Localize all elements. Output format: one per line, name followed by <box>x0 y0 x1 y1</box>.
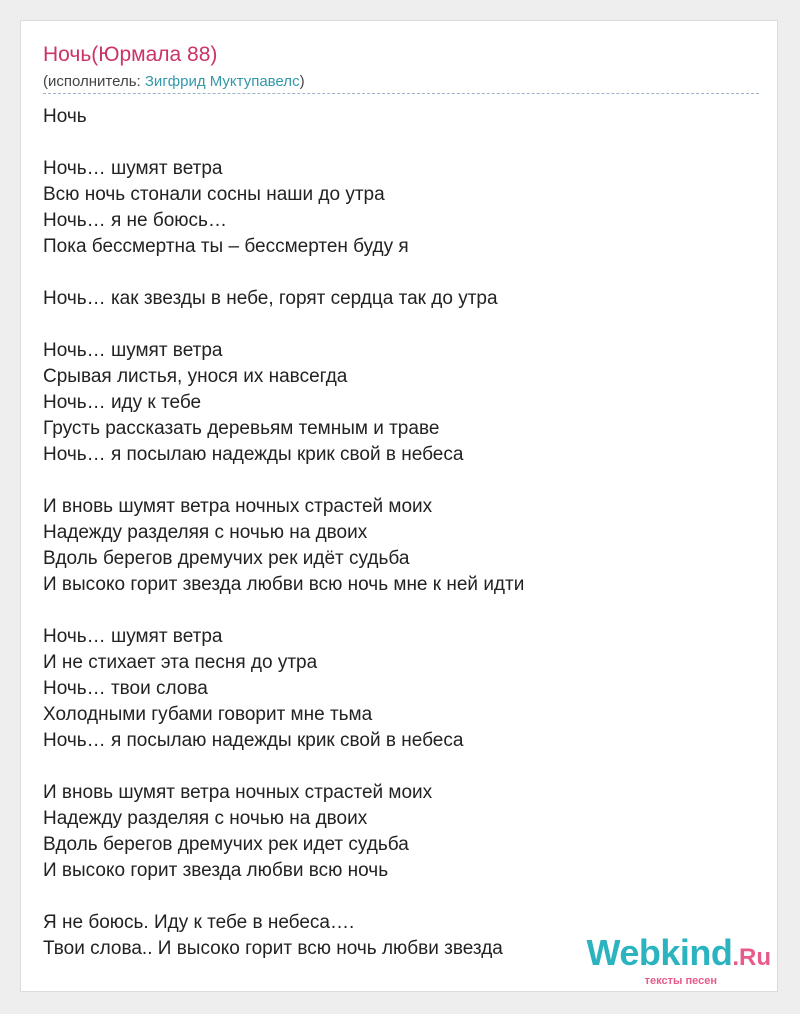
lyric-line: Вдоль берегов дремучих рек идёт судьба <box>43 548 410 569</box>
lyric-line: И высоко горит звезда любви всю ночь <box>43 860 389 881</box>
title-divider <box>43 93 759 94</box>
lyric-line: Ночь… я посылаю надежды крик свой в небеса <box>43 444 464 465</box>
lyric-line: Надежду разделяя с ночью на двоих <box>43 522 368 543</box>
lyric-line: Ночь… я не боюсь… <box>43 210 227 231</box>
lyric-line: Ночь… шумят ветра <box>43 340 223 361</box>
lyric-line: Всю ночь стонали сосны наши до утра <box>43 184 385 205</box>
stanza-gap <box>43 468 524 494</box>
webkind-logo <box>586 932 771 987</box>
lyric-line: Ночь… шумят ветра <box>43 158 223 179</box>
lyric-line: Ночь <box>43 106 87 127</box>
stanza-gap <box>43 754 524 780</box>
lyric-line: Грусть рассказать деревьям темным и траве <box>43 418 440 439</box>
logo-tld: .Ru <box>732 944 771 971</box>
lyric-line: Ночь… шумят ветра <box>43 626 223 647</box>
lyric-line: Ночь… иду к тебе <box>43 392 202 413</box>
lyric-line: Я не боюсь. Иду к тебе в небеса…. <box>43 912 355 933</box>
lyric-line: Ночь… твои слова <box>43 678 208 699</box>
artist-link[interactable]: Зигфрид Муктупавелс <box>144 73 300 90</box>
logo-brand: Webkind <box>586 932 733 973</box>
lyrics-page <box>20 20 778 992</box>
logo-tagline: тексты песен <box>644 975 717 987</box>
stanza-gap <box>43 260 524 286</box>
lyric-line: Ночь… как звезды в небе, горят сердца так до утра <box>43 288 498 309</box>
stanza-gap <box>43 884 524 910</box>
stanza-gap <box>43 130 524 156</box>
lyric-line: Ночь… я посылаю надежды крик свой в небеса <box>43 730 464 751</box>
lyric-line: Пока бессмертна ты – бессмертен буду я <box>43 236 409 257</box>
lyric-line: Холодными губами говорит мне тьма <box>43 704 373 725</box>
stanza-gap <box>43 312 524 338</box>
lyric-line: И высоко горит звезда любви всю ночь мне к ней идти <box>43 574 525 595</box>
song-title: Ночь(Юрмала 88) <box>43 43 218 66</box>
lyrics-body <box>43 104 524 962</box>
artist-prefix: (исполнитель: <box>43 73 145 90</box>
stanza-gap <box>43 598 524 624</box>
artist-line <box>43 73 305 90</box>
lyric-line: И вновь шумят ветра ночных страстей моих <box>43 782 433 803</box>
lyric-line: И не стихает эта песня до утра <box>43 652 318 673</box>
lyric-line: И вновь шумят ветра ночных страстей моих <box>43 496 433 517</box>
lyric-line: Надежду разделяя с ночью на двоих <box>43 808 368 829</box>
artist-suffix: ) <box>299 73 305 90</box>
lyric-line: Твои слова.. И высоко горит всю ночь любви звезда <box>43 938 503 959</box>
lyric-line: Срывая листья, унося их навсегда <box>43 366 348 387</box>
lyric-line: Вдоль берегов дремучих рек идет судьба <box>43 834 409 855</box>
